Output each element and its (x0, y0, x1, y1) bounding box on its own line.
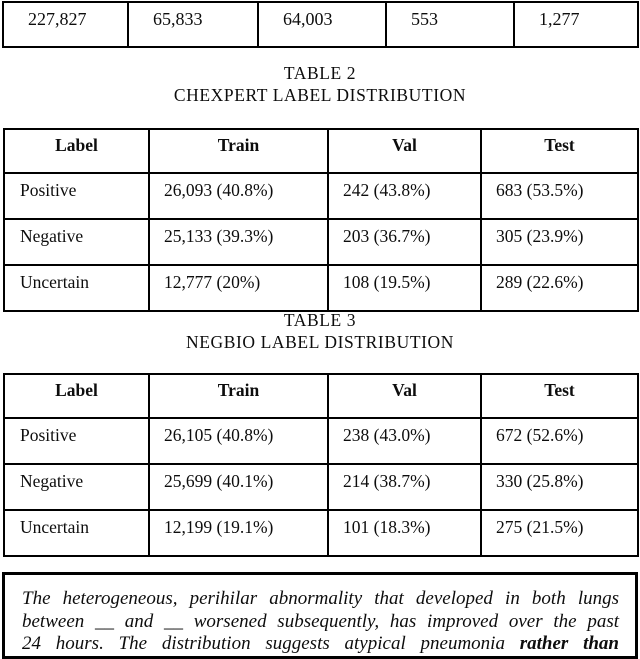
cell-value: 101 (18.3%) (328, 510, 481, 556)
note-line-3 (22, 633, 619, 656)
cell-value: 25,133 (39.3%) (149, 219, 328, 265)
cell-value: 214 (38.7%) (328, 464, 481, 510)
report-example-box (2, 572, 638, 659)
column-header-val: Val (328, 129, 481, 173)
column-header-train: Train (149, 374, 328, 418)
table3-number: TABLE 3 (283, 310, 357, 330)
table-row (4, 418, 638, 464)
top-partial-table-row (2, 1, 639, 48)
cell-value: 108 (19.5%) (328, 265, 481, 311)
cell-value: 672 (52.6%) (481, 418, 638, 464)
cell-value: 26,093 (40.8%) (149, 173, 328, 219)
row-label: Positive (4, 173, 149, 219)
cell-value: 12,777 (20%) (149, 265, 328, 311)
table-header-row (4, 374, 638, 418)
note-line-3-plain: 24 hours. The distribution suggests atypical pneumonia (22, 633, 520, 655)
table2-number: TABLE 2 (283, 63, 357, 83)
table2-caption (0, 62, 640, 106)
table-row (4, 265, 638, 311)
table-row (4, 464, 638, 510)
chexpert-label-distribution-table (3, 128, 639, 312)
column-header-val: Val (328, 374, 481, 418)
row-label: Negative (4, 464, 149, 510)
table-cell: 553 (387, 3, 515, 46)
cell-value: 12,199 (19.1%) (149, 510, 328, 556)
column-header-test: Test (481, 129, 638, 173)
negbio-label-distribution-table (3, 373, 639, 557)
table-header-row (4, 129, 638, 173)
cell-value: 330 (25.8%) (481, 464, 638, 510)
column-header-train: Train (149, 129, 328, 173)
row-label: Positive (4, 418, 149, 464)
column-header-label: Label (4, 129, 149, 173)
table-row (4, 173, 638, 219)
note-line-3-bold: rather than (519, 633, 619, 655)
table-cell: 64,003 (259, 3, 387, 46)
table-cell: 65,833 (129, 3, 259, 46)
cell-value: 275 (21.5%) (481, 510, 638, 556)
cell-value: 683 (53.5%) (481, 173, 638, 219)
row-label: Uncertain (4, 265, 149, 311)
table3-caption (0, 309, 640, 353)
cell-value: 25,699 (40.1%) (149, 464, 328, 510)
cell-value: 203 (36.7%) (328, 219, 481, 265)
table-row (4, 219, 638, 265)
table3-title: NEGBIO LABEL DISTRIBUTION (185, 332, 455, 352)
row-label: Negative (4, 219, 149, 265)
table2-title: CHEXPERT LABEL DISTRIBUTION (173, 85, 467, 105)
cell-value: 242 (43.8%) (328, 173, 481, 219)
cell-value: 305 (23.9%) (481, 219, 638, 265)
cell-value: 238 (43.0%) (328, 418, 481, 464)
column-header-test: Test (481, 374, 638, 418)
note-line-2: between __ and __ worsened subsequently, has improved over the past (22, 610, 619, 632)
column-header-label: Label (4, 374, 149, 418)
table-cell: 227,827 (4, 3, 129, 46)
cell-value: 26,105 (40.8%) (149, 418, 328, 464)
note-line-1: The heterogeneous, perihilar abnormality that developed in both lungs (22, 588, 619, 609)
row-label: Uncertain (4, 510, 149, 556)
table-row (4, 510, 638, 556)
table-cell: 1,277 (515, 3, 639, 46)
cell-value: 289 (22.6%) (481, 265, 638, 311)
